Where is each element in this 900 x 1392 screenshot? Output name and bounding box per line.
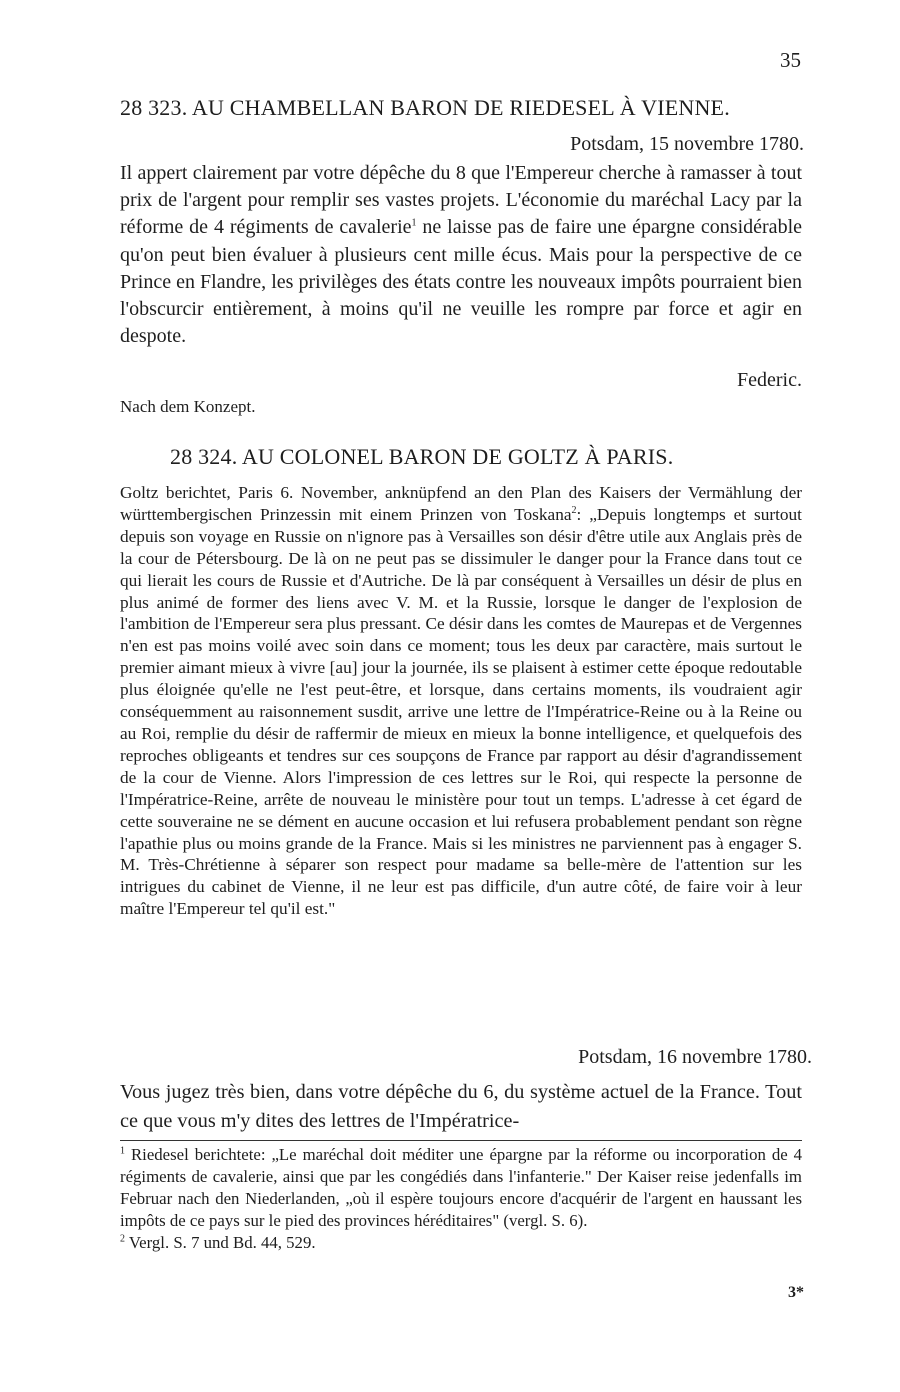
footnote-marker-2: 2	[120, 1233, 125, 1245]
letter-signature: Federic.	[737, 369, 802, 391]
footnote-1	[120, 1144, 802, 1232]
footnote-text-2: Vergl. S. 7 und Bd. 44, 529.	[128, 1233, 316, 1252]
page-number: 35	[780, 48, 801, 72]
footnotes	[120, 1144, 802, 1254]
letter-body-28323	[120, 160, 802, 350]
footnote-ref-2: 2	[571, 505, 577, 517]
letter-heading-28324: 28 324. AU COLONEL BARON DE GOLTZ À PARIS.	[170, 444, 674, 469]
dateline-letter-28324: Potsdam, 16 novembre 1780.	[578, 1046, 812, 1068]
letter-body-28324: Vous jugez très bien, dans votre dépêche du 6, du système actuel de la France. Tout ce que vous m'y dites des lettres de l'Impératrice-	[120, 1081, 802, 1132]
footnote-text-1: Riedesel berichtete: „Le maréchal doit méditer une épargne par la réforme ou incorporation de 4 régiments de cavalerie, ainsi que par les congédiés dans l'infanterie." Der Kaiser reise jedenfalls im Februar nach den Niederlanden, „où il espère toujours encore d'acquérir de l'argent en haussant les impôts de ce pays sur le pied des provinces héréditaires" (vergl. S. 6).	[120, 1145, 802, 1230]
excerpt-part1: Goltz berichtet, Paris 6. November, anknüpfend an den Plan des Kaisers der Vermählung der württembergischen Prinzessin mit einem Prinzen von Toskana	[120, 483, 802, 524]
report-excerpt	[120, 482, 802, 920]
signature-mark: 3*	[788, 1284, 804, 1301]
letter-body-part1: Il appert clairement par votre dépêche du 8 que l'Empereur cherche à ramasser à tout prix de l'argent pour remplir ses vastes projets. L'économie du maréchal Lacy par la réforme de 4 régiments de cavalerie	[120, 162, 802, 239]
footnote-divider	[120, 1140, 802, 1141]
letter-body-part2: ne laisse pas de faire une épargne considérable qu'on peut bien évaluer à plusieurs cent mille écus. Mais pour la perspective de ce Prince en Flandre, les privilèges des états contre les nouveaux impôts pourraient bien l'obscurcir entièrement, à moins qu'il ne veuille les rompre par force et agir en despote.	[120, 216, 802, 348]
footnote-ref-1: 1	[411, 217, 417, 229]
footnote-2	[120, 1232, 802, 1254]
footnote-marker-1: 1	[120, 1145, 125, 1157]
source-note: Nach dem Konzept.	[120, 397, 256, 416]
excerpt-part2: : „Depuis longtemps et surtout depuis son voyage en Russie on n'ignore pas à Versailles son désir d'être utile aux Anglais près de la cour de Pétersbourg. De là on ne peut pas se dissimuler le danger pour la France dans tout ce qui lierait les cours de Russie et d'Autriche. De là par conséquent à Versailles un désir de plus en plus animé de former des liens avec V. M. et la Russie, lorsque le danger de l'explosion de l'ambition de l'Empereur sera plus pressant. Ce désir dans les comtes de Maurepas et de Vergennes n'en est pas moins voilé avec soin dans ce moment; tous les deux par caractère, mais surtout le premier aimant mieux à vivre [au] jour la journée, ils se plaisent à estimer cette époque redoutable plus éloignée qu'elle ne l'est peut-être, et lorsque, dans certains moments, ils voudraient agir conséquemment au raisonnement susdit, arrive une lettre de l'Impératrice-Reine ou à la Reine ou au Roi, remplie du désir de raffermir de mieux en mieux la bonne intelligence, et quelquefois des reproches obligeants et tendres sur ces soupçons de France par rapport au désir d'agrandissement de la cour de Vienne. Alors l'impression de ces lettres sur le Roi, qui respecte la personne de l'Impératrice-Reine, arrête de nouveau le ministère pour tout un temps. L'adresse à cet égard de cette souveraine ne se dément en aucune occasion et lui refusera probablement pendant son règne l'apathie plus ou moins grande de la France. Mais si les ministres ne parviennent pas à engager S. M. Très-Chrétienne à séparer son respect pour madame sa belle-mère de l'attention sur les intrigues du cabinet de Vienne, il ne leur est pas difficile, d'un autre côté, de faire voir à leur maître l'Empereur tel qu'il est."	[120, 504, 802, 919]
dateline-letter-28323: Potsdam, 15 novembre 1780.	[570, 133, 804, 155]
letter-heading-28323: 28 323. AU CHAMBELLAN BARON DE RIEDESEL À VIENNE.	[120, 95, 730, 120]
